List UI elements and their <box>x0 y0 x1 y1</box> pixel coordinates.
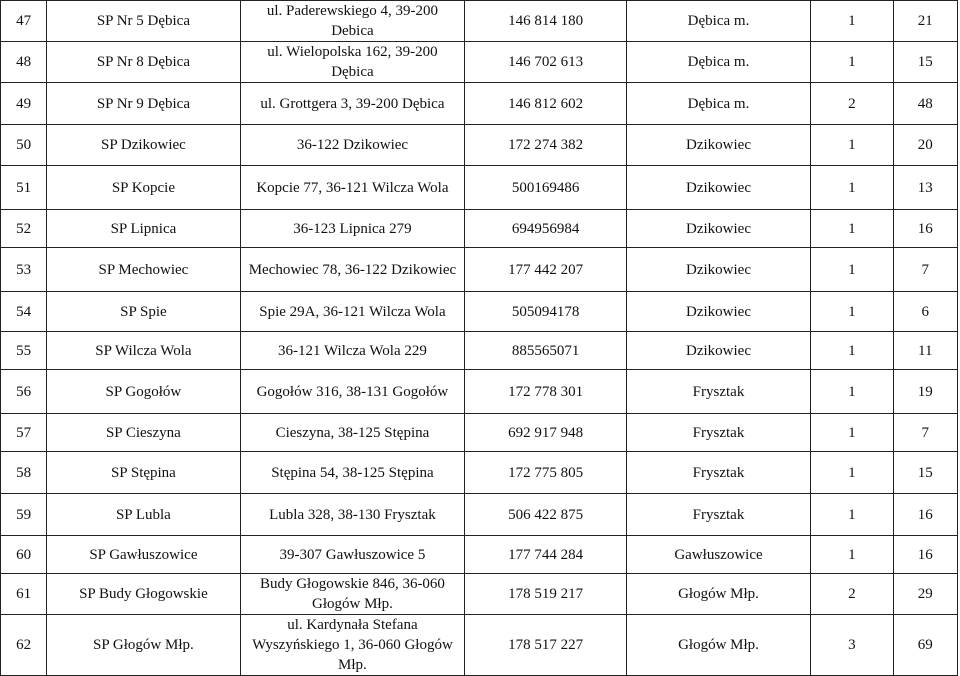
count-a-cell: 1 <box>811 248 893 292</box>
count-b-cell: 48 <box>893 83 957 125</box>
count-b-cell: 20 <box>893 125 957 166</box>
count-a-cell: 1 <box>811 332 893 370</box>
school-name-cell: SP Mechowiec <box>47 248 240 292</box>
address-cell: Kopcie 77, 36-121 Wilcza Wola <box>240 166 465 210</box>
regon-cell: 505094178 <box>465 292 627 332</box>
regon-cell: 172 775 805 <box>465 452 627 494</box>
address-cell: ul. Grottgera 3, 39-200 Dębica <box>240 83 465 125</box>
gmina-cell: Frysztak <box>626 452 810 494</box>
count-b-cell: 15 <box>893 42 957 83</box>
gmina-cell: Głogów Młp. <box>626 574 810 615</box>
row-number-cell: 53 <box>1 248 47 292</box>
table-row <box>1 248 958 292</box>
gmina-cell: Dzikowiec <box>626 166 810 210</box>
regon-cell: 177 442 207 <box>465 248 627 292</box>
table-row <box>1 370 958 414</box>
row-number-cell: 62 <box>1 615 47 676</box>
gmina-cell: Dzikowiec <box>626 125 810 166</box>
gmina-cell: Gawłuszowice <box>626 536 810 574</box>
gmina-cell: Dzikowiec <box>626 248 810 292</box>
row-number-cell: 61 <box>1 574 47 615</box>
gmina-cell: Frysztak <box>626 494 810 536</box>
count-a-cell: 1 <box>811 125 893 166</box>
regon-cell: 146 702 613 <box>465 42 627 83</box>
school-name-cell: SP Budy Głogowskie <box>47 574 240 615</box>
regon-cell: 146 814 180 <box>465 1 627 42</box>
table-row <box>1 536 958 574</box>
gmina-cell: Frysztak <box>626 414 810 452</box>
table-row <box>1 574 958 615</box>
count-a-cell: 1 <box>811 210 893 248</box>
gmina-cell: Dębica m. <box>626 1 810 42</box>
address-cell: Cieszyna, 38-125 Stępina <box>240 414 465 452</box>
address-cell: Spie 29A, 36-121 Wilcza Wola <box>240 292 465 332</box>
row-number-cell: 59 <box>1 494 47 536</box>
gmina-cell: Dębica m. <box>626 83 810 125</box>
table-row <box>1 414 958 452</box>
count-a-cell: 1 <box>811 292 893 332</box>
gmina-cell: Frysztak <box>626 370 810 414</box>
address-cell: 36-122 Dzikowiec <box>240 125 465 166</box>
count-b-cell: 11 <box>893 332 957 370</box>
table-row <box>1 125 958 166</box>
count-b-cell: 15 <box>893 452 957 494</box>
school-name-cell: SP Głogów Młp. <box>47 615 240 676</box>
row-number-cell: 60 <box>1 536 47 574</box>
row-number-cell: 47 <box>1 1 47 42</box>
row-number-cell: 57 <box>1 414 47 452</box>
school-name-cell: SP Gogołów <box>47 370 240 414</box>
regon-cell: 506 422 875 <box>465 494 627 536</box>
row-number-cell: 52 <box>1 210 47 248</box>
count-b-cell: 16 <box>893 494 957 536</box>
table-row <box>1 83 958 125</box>
count-b-cell: 7 <box>893 248 957 292</box>
school-name-cell: SP Kopcie <box>47 166 240 210</box>
row-number-cell: 50 <box>1 125 47 166</box>
school-name-cell: SP Nr 9 Dębica <box>47 83 240 125</box>
regon-cell: 692 917 948 <box>465 414 627 452</box>
row-number-cell: 48 <box>1 42 47 83</box>
count-a-cell: 1 <box>811 1 893 42</box>
address-cell: 36-123 Lipnica 279 <box>240 210 465 248</box>
gmina-cell: Dębica m. <box>626 42 810 83</box>
school-name-cell: SP Dzikowiec <box>47 125 240 166</box>
regon-cell: 500169486 <box>465 166 627 210</box>
table-row <box>1 166 958 210</box>
row-number-cell: 56 <box>1 370 47 414</box>
gmina-cell: Głogów Młp. <box>626 615 810 676</box>
count-a-cell: 1 <box>811 494 893 536</box>
gmina-cell: Dzikowiec <box>626 292 810 332</box>
count-b-cell: 16 <box>893 536 957 574</box>
address-cell: Stępina 54, 38-125 Stępina <box>240 452 465 494</box>
school-name-cell: SP Lubla <box>47 494 240 536</box>
row-number-cell: 55 <box>1 332 47 370</box>
school-name-cell: SP Wilcza Wola <box>47 332 240 370</box>
count-b-cell: 7 <box>893 414 957 452</box>
gmina-cell: Dzikowiec <box>626 332 810 370</box>
count-a-cell: 1 <box>811 370 893 414</box>
table-row <box>1 494 958 536</box>
count-a-cell: 2 <box>811 574 893 615</box>
address-cell: Mechowiec 78, 36-122 Dzikowiec <box>240 248 465 292</box>
school-name-cell: SP Nr 8 Dębica <box>47 42 240 83</box>
address-cell: ul. Kardynała Stefana Wyszyńskiego 1, 36-060 Głogów Młp. <box>240 615 465 676</box>
regon-cell: 172 274 382 <box>465 125 627 166</box>
address-cell: Gogołów 316, 38-131 Gogołów <box>240 370 465 414</box>
row-number-cell: 51 <box>1 166 47 210</box>
row-number-cell: 54 <box>1 292 47 332</box>
count-b-cell: 19 <box>893 370 957 414</box>
count-a-cell: 2 <box>811 83 893 125</box>
school-name-cell: SP Cieszyna <box>47 414 240 452</box>
regon-cell: 172 778 301 <box>465 370 627 414</box>
address-cell: Lubla 328, 38-130 Frysztak <box>240 494 465 536</box>
table-row <box>1 332 958 370</box>
count-b-cell: 21 <box>893 1 957 42</box>
address-cell: ul. Paderewskiego 4, 39-200 Debica <box>240 1 465 42</box>
address-cell: 36-121 Wilcza Wola 229 <box>240 332 465 370</box>
regon-cell: 694956984 <box>465 210 627 248</box>
table-row <box>1 452 958 494</box>
regon-cell: 146 812 602 <box>465 83 627 125</box>
table-row <box>1 42 958 83</box>
count-a-cell: 1 <box>811 414 893 452</box>
gmina-cell: Dzikowiec <box>626 210 810 248</box>
address-cell: ul. Wielopolska 162, 39-200 Dębica <box>240 42 465 83</box>
table-row <box>1 292 958 332</box>
table-row <box>1 210 958 248</box>
regon-cell: 177 744 284 <box>465 536 627 574</box>
regon-cell: 885565071 <box>465 332 627 370</box>
regon-cell: 178 517 227 <box>465 615 627 676</box>
count-a-cell: 1 <box>811 42 893 83</box>
address-cell: Budy Głogowskie 846, 36-060 Głogów Młp. <box>240 574 465 615</box>
count-b-cell: 6 <box>893 292 957 332</box>
count-a-cell: 3 <box>811 615 893 676</box>
count-a-cell: 1 <box>811 536 893 574</box>
table-row <box>1 615 958 676</box>
table-row <box>1 1 958 42</box>
school-name-cell: SP Nr 5 Dębica <box>47 1 240 42</box>
count-b-cell: 16 <box>893 210 957 248</box>
school-name-cell: SP Spie <box>47 292 240 332</box>
count-b-cell: 29 <box>893 574 957 615</box>
row-number-cell: 49 <box>1 83 47 125</box>
address-cell: 39-307 Gawłuszowice 5 <box>240 536 465 574</box>
school-name-cell: SP Lipnica <box>47 210 240 248</box>
count-b-cell: 69 <box>893 615 957 676</box>
count-b-cell: 13 <box>893 166 957 210</box>
school-name-cell: SP Gawłuszowice <box>47 536 240 574</box>
regon-cell: 178 519 217 <box>465 574 627 615</box>
count-a-cell: 1 <box>811 452 893 494</box>
count-a-cell: 1 <box>811 166 893 210</box>
row-number-cell: 58 <box>1 452 47 494</box>
school-name-cell: SP Stępina <box>47 452 240 494</box>
